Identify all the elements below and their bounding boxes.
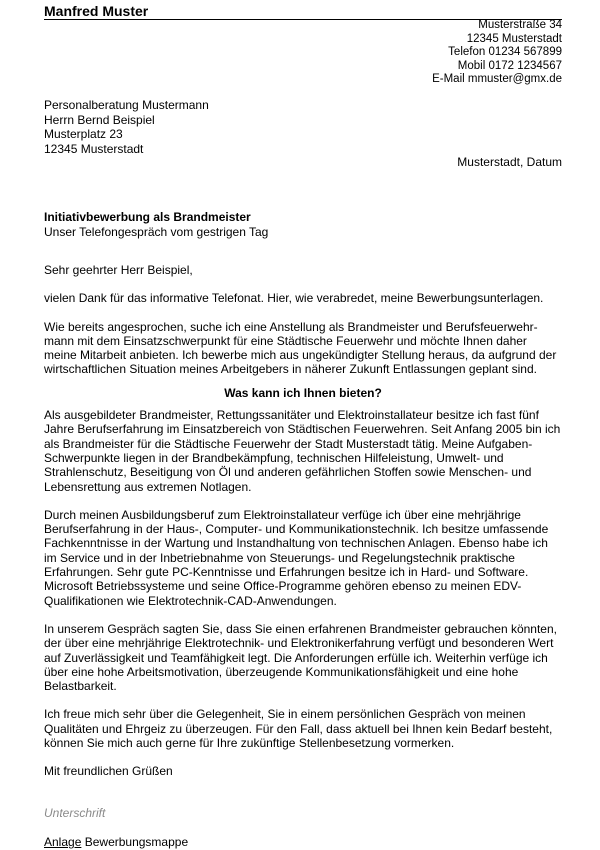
paragraph-closing-remark: Ich freue mich sehr über die Gelegenheit, Sie in einem persönlichen Gespräch von meinen Qualitäten und Ehrgeiz zu überzeugen. Für den Fall, dass aktuell bei Ihnen kein Bedarf besteht, können Sie mich auch gerne für Ihre zukünftige Stellenbesetzung vormerken. <box>44 707 553 751</box>
sender-address <box>432 19 562 87</box>
sender-email: E-Mail mmuster@gmx.de <box>432 73 562 86</box>
sender-city: 12345 Musterstadt <box>466 32 562 45</box>
subject-title: Initiativbewerbung als Brandmeister <box>44 210 251 224</box>
sender-name: Manfred Muster <box>44 3 149 19</box>
signature-placeholder: Unterschrift <box>44 806 106 820</box>
recipient-company: Personalberatung Mustermann <box>44 98 209 112</box>
recipient-address <box>44 98 209 156</box>
attachment-label: Anlage <box>44 835 82 849</box>
salutation: Sehr geehrter Herr Beispiel, <box>44 263 193 277</box>
subject <box>44 210 268 239</box>
paragraph-experience: Als ausgebildeter Brandmeister, Rettungssanitäter und Elektroinstallateur besitze ich fast fünf Jahre Berufserfahrung im Einsatzbereich von Städtischen Feuerwehren. Seit Anfang 2005 bin ich als Brandmeister für die Städtische Feuerwehr der Stadt Musterstadt tätig. Meine Aufgaben- Schwerpunkte liegen in der Brandbekämpfung, technischen Hilfeleistung, Umwelt- und Strahlenschutz, Beseitigung von Öl und anderen gefährlichen Stoffen sowie Menschen- und Lebensrettung aus extremen Notlagen. <box>44 408 561 494</box>
recipient-street: Musterplatz 23 <box>44 127 123 142</box>
sender-phone: Telefon 01234 567899 <box>448 46 562 59</box>
paragraph-intro: Wie bereits angesprochen, suche ich eine Anstellung als Brandmeister und Berufsfeuerwehr- mann mit dem Einsatzschwerpunkt für eine Städtische Feuerwehr und möchte Ihnen daher meine Mitarbeit anbieten. Ich bewerbe mich aus ungekündigter Stellung heraus, da aufgrund der wirtschaftlichen Situation meines Arbeitgebers in näherer Zukunft Entlassungen geplant sind. <box>44 319 557 377</box>
paragraph-thanks: vielen Dank für das informative Telefonat. Hier, wie verabredet, meine Bewerbungsunterlagen. <box>44 291 544 306</box>
recipient-city: 12345 Musterstadt <box>44 141 144 156</box>
section-heading: Was kann ich Ihnen bieten? <box>224 385 382 400</box>
attachment-line <box>44 835 188 849</box>
sender-street: Musterstraße 34 <box>478 19 562 31</box>
subject-reference: Unser Telefongespräch vom gestrigen Tag <box>44 224 269 239</box>
paragraph-skills: Durch meinen Ausbildungsberuf zum Elektroinstallateur verfüge ich über eine mehrjährige Berufserfahrung in der Haus-, Computer- und Kommunikationstechnik. Ich besitze umfassende Fachkenntnisse in der Wartung und Instandhaltung von technischen Anlagen. Ebenso habe ich im Service und in der Inbetriebnahme von Steuerungs- und Regelungstechnik praktische Erfahrungen. Sehr gute PC-Kenntnisse und Erfahrungen besitze ich in Hard- und Software. Microsoft Betriebssysteme und seine Office-Programme gehören ebenso zu meinen EDV- Qualifikationen wie Elektrotechnik-CAD-Anwendungen. <box>44 507 549 608</box>
sender-mobile: Mobil 0172 1234567 <box>457 59 562 72</box>
closing-greeting: Mit freundlichen Grüßen <box>44 764 173 779</box>
recipient-person: Herrn Bernd Beispiel <box>44 112 155 127</box>
paragraph-requirements: In unserem Gespräch sagten Sie, dass Sie einen erfahrenen Brandmeister gebrauchen könnten, der über eine mehrjährige Elektrotechnik- und Elektronikerfahrung verfügt und besonderen Wert auf Zuverlässigkeit und Teamfähigkeit legt. Die Anforderungen erfülle ich. Weiterhin verfüge ich über eine hohe Arbeitsmotivation, überzeugende Kommunikationsfähigkeit und eine hohe Belastbarkeit. <box>44 621 557 694</box>
letter-body <box>44 263 562 779</box>
place-date: Musterstadt, Datum <box>457 155 562 169</box>
attachment-text: Bewerbungsmappe <box>84 835 189 849</box>
